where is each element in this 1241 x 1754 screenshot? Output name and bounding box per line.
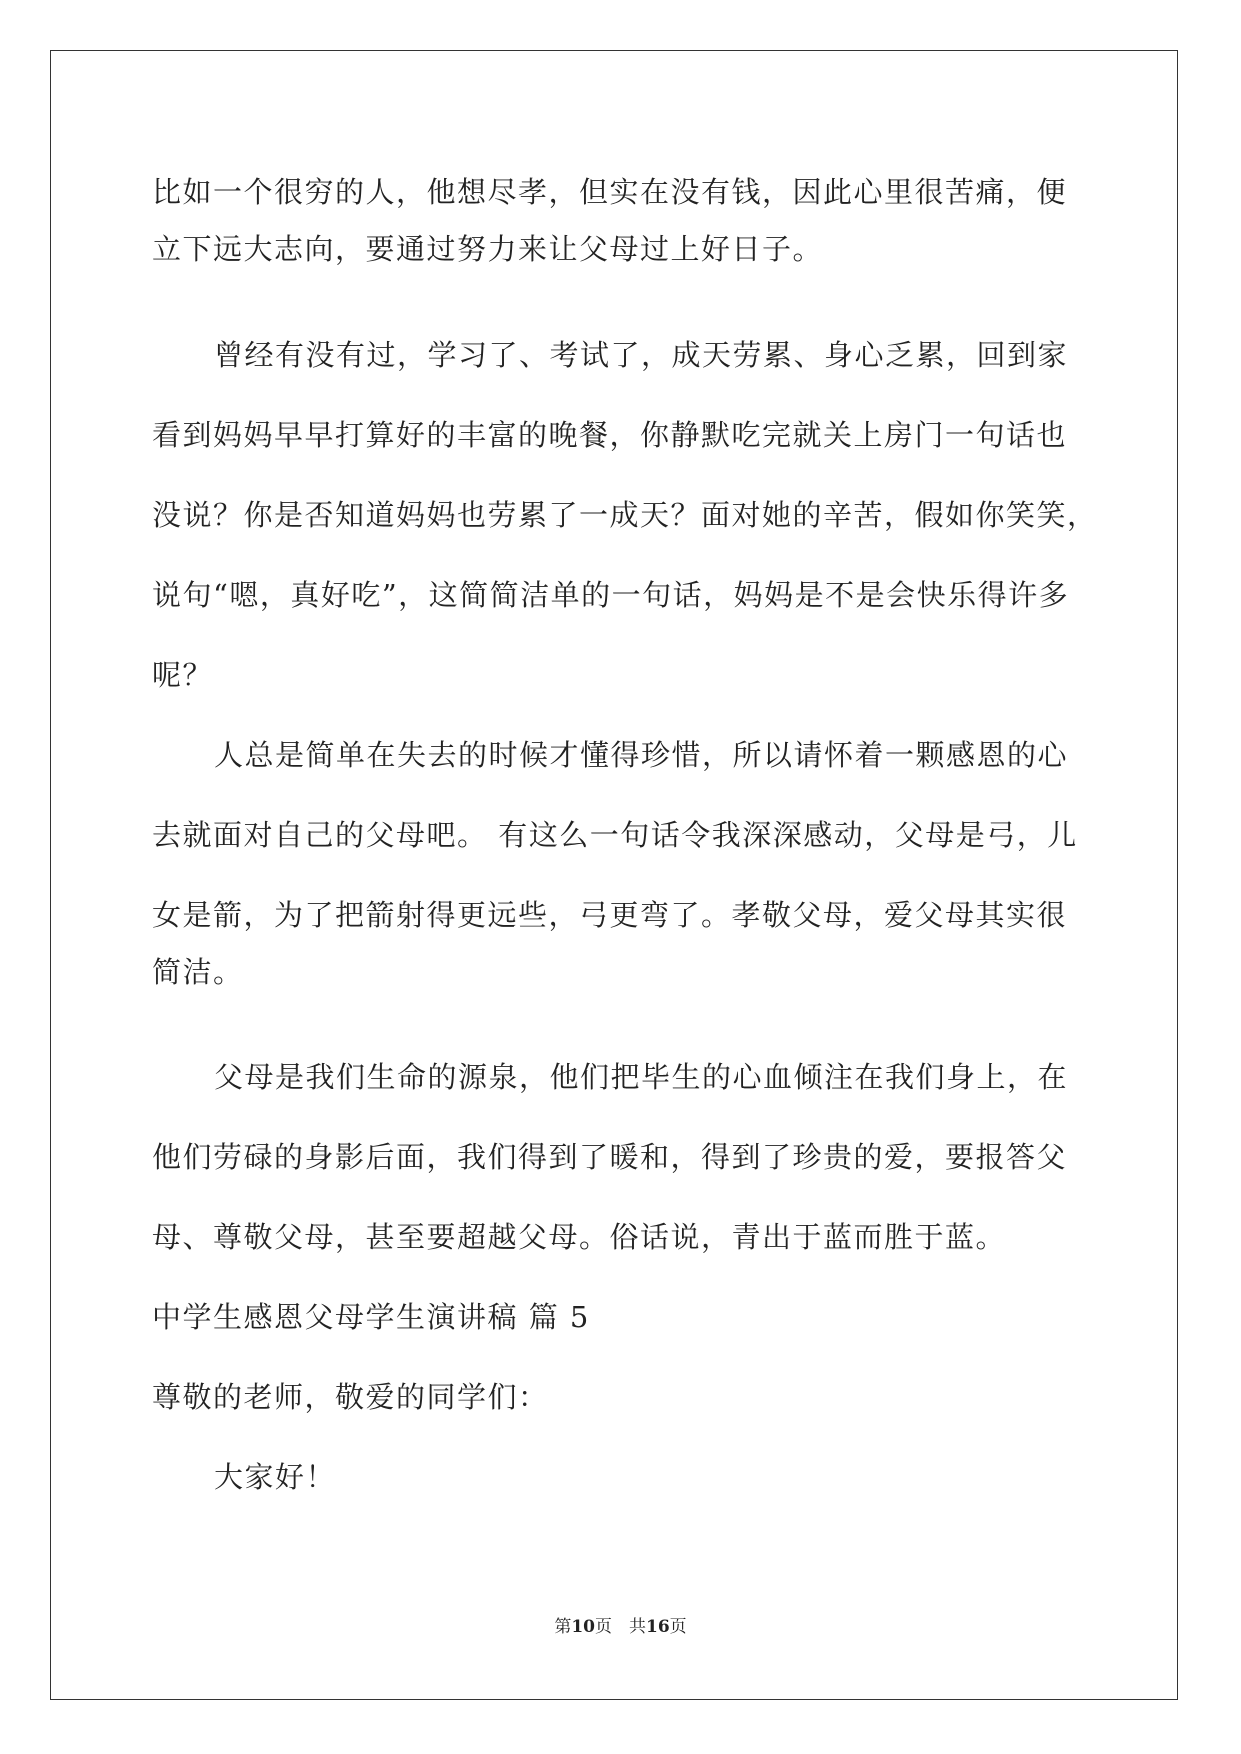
footer-prefix: 第 xyxy=(554,1617,572,1637)
body-line: 没说？你是否知道妈妈也劳累了一成天？面对她的辛苦，假如你笑笑， xyxy=(152,498,1098,532)
total-page-number: 16 xyxy=(646,1617,670,1637)
current-page-number: 10 xyxy=(571,1617,595,1637)
body-line: 比如一个很穷的人，他想尽孝，但实在没有钱，因此心里很苦痛，便 xyxy=(152,175,1068,209)
paragraph-start: 曾经有没有过，学习了、考试了，成天劳累、身心乏累，回到家 xyxy=(214,338,1069,372)
body-line: 女是箭，为了把箭射得更远些，弓更弯了。孝敬父母，爱父母其实很 xyxy=(152,898,1068,932)
body-line: 说句“嗯，真好吃”，这简简洁单的一句话，妈妈是不是会快乐得许多 xyxy=(152,578,1070,612)
paragraph-start: 父母是我们生命的源泉，他们把毕生的心血倾注在我们身上，在 xyxy=(214,1060,1069,1094)
body-line: 简洁。 xyxy=(152,955,244,989)
body-line: 他们劳碌的身影后面，我们得到了暖和，得到了珍贵的爱，要报答父 xyxy=(152,1140,1068,1174)
body-line: 呢？ xyxy=(152,658,214,692)
paragraph-start: 人总是简单在失去的时候才懂得珍惜，所以请怀着一颗感恩的心 xyxy=(214,738,1069,772)
footer-mid: 页 共 xyxy=(595,1617,646,1637)
body-line: 立下远大志向，要通过努力来让父母过上好日子。 xyxy=(152,232,824,266)
salutation: 尊敬的老师，敬爱的同学们： xyxy=(152,1380,549,1414)
greeting: 大家好！ xyxy=(214,1460,337,1494)
body-line: 去就面对自己的父母吧。 有这么一句话令我深深感动，父母是弓，儿 xyxy=(152,818,1078,852)
body-line: 看到妈妈早早打算好的丰富的晚餐，你静默吃完就关上房门一句话也 xyxy=(152,418,1068,452)
section-heading: 中学生感恩父母学生演讲稿 篇 5 xyxy=(152,1300,590,1334)
page-footer xyxy=(0,1612,1241,1637)
body-line: 母、尊敬父母，甚至要超越父母。俗话说，青出于蓝而胜于蓝。 xyxy=(152,1220,1007,1254)
page-frame xyxy=(50,50,1178,1700)
footer-suffix: 页 xyxy=(669,1617,687,1637)
